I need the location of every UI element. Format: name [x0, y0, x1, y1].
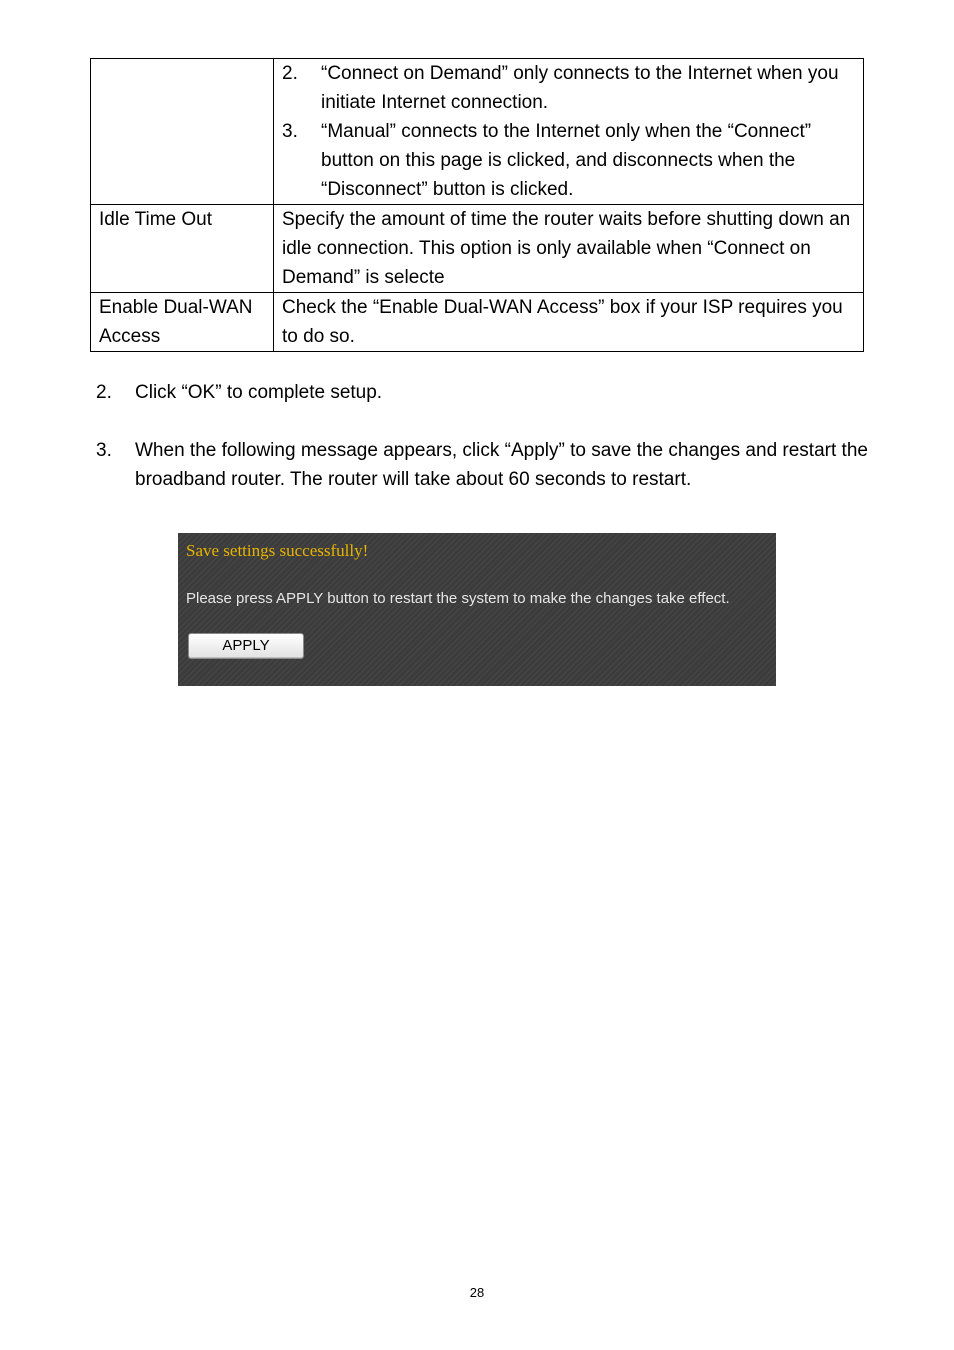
table-cell-description: Check the “Enable Dual-WAN Access” box if your ISP requires you to do so.	[274, 293, 864, 352]
settings-table	[90, 58, 864, 352]
table-row	[91, 293, 864, 352]
step-text: When the following message appears, click “Apply” to save the changes and restart the broadband router. The router will take about 60 seconds to restart.	[135, 440, 868, 490]
table-cell-description: Specify the amount of time the router waits before shutting down an idle connection. This option is only available when “Connect on Demand” is selecte	[274, 205, 864, 293]
step-item	[96, 378, 906, 407]
table-cell-label: Enable Dual-WAN Access	[91, 293, 274, 352]
table-cell-description	[274, 59, 864, 205]
router-message-screenshot	[178, 533, 776, 686]
save-success-title: Save settings successfully!	[186, 541, 369, 560]
list-text: “Connect on Demand” only connects to the Internet when you initiate Internet connection.	[321, 63, 839, 113]
restart-message: Please press APPLY button to restart the system to make the changes take effect.	[186, 590, 730, 607]
table-row	[91, 59, 864, 205]
table-cell-label: Idle Time Out	[91, 205, 274, 293]
step-number: 3.	[96, 440, 112, 461]
list-number: 2.	[282, 63, 298, 84]
step-number: 2.	[96, 382, 112, 403]
apply-button[interactable]: APPLY	[188, 633, 304, 659]
connection-mode-list	[282, 59, 855, 204]
step-text: Click “OK” to complete setup.	[135, 382, 383, 403]
page-number: 28	[469, 1285, 485, 1300]
table-cell-label	[91, 59, 274, 205]
list-text: “Manual” connects to the Internet only when the “Connect” button on this page is clicked, and disconnects when the “Disconnect” button is clicked.	[321, 121, 812, 200]
list-number: 3.	[282, 121, 298, 142]
list-item	[282, 117, 855, 204]
list-item	[282, 59, 855, 117]
step-item	[96, 436, 906, 494]
table-row	[91, 205, 864, 293]
